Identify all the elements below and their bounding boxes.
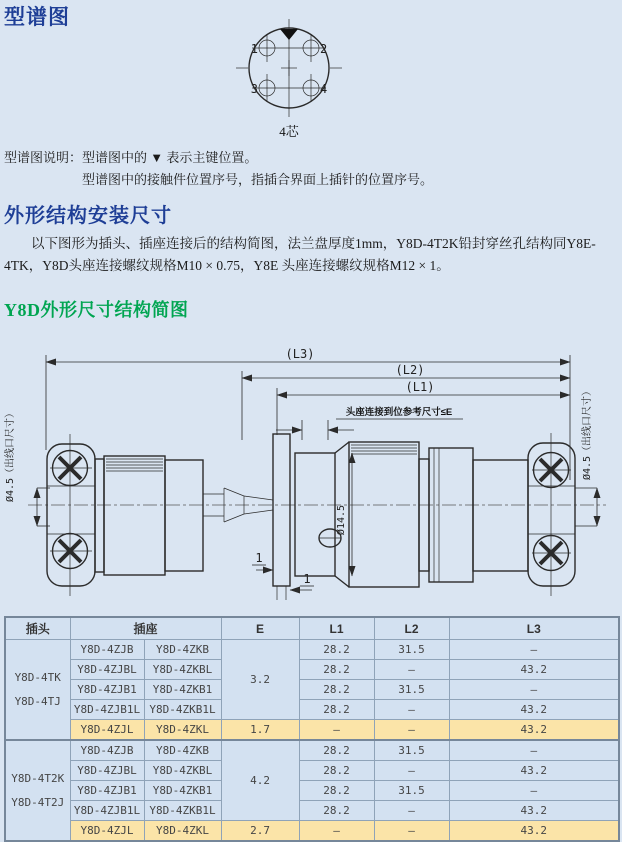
table-row [5, 660, 619, 680]
socket-cell: Y8D-4ZJB1L [70, 700, 144, 720]
spectrum-note [4, 147, 257, 166]
l1-cell: 28.2 [299, 700, 374, 720]
note-label: 型谱图说明： [4, 150, 83, 165]
socket-cell: Y8D-4ZJB1 [70, 781, 144, 801]
socket-cell: Y8D-4ZJB [70, 640, 144, 660]
dimension-table-wrapper [4, 616, 620, 842]
header-socket: 插座 [70, 617, 221, 640]
left-outlet-dimension [3, 408, 50, 526]
plug-cell [5, 740, 70, 841]
table-row [5, 781, 619, 801]
l2-cell: 31.5 [374, 640, 449, 660]
l3-cell: — [449, 781, 619, 801]
pin-label-4: 4 [320, 82, 328, 96]
l3-cell: — [449, 740, 619, 761]
table-row [5, 761, 619, 781]
plug-model: Y8D-4TJ [14, 694, 61, 708]
e-cell: 1.7 [221, 720, 299, 741]
header-l2: L2 [374, 617, 449, 640]
table-row [5, 640, 619, 660]
l1-cell: 28.2 [299, 781, 374, 801]
table-header-row [5, 617, 619, 640]
l3-cell: 43.2 [449, 700, 619, 720]
dim-L2-label: (L2) [395, 363, 425, 377]
plug-model: Y8D-4TK [14, 670, 61, 684]
plug-cable-clamp [47, 434, 95, 596]
table-row [5, 680, 619, 700]
plug-model: Y8D-4T2K [11, 771, 65, 785]
pin-label-1: 1 [250, 42, 258, 56]
table-row [5, 740, 619, 761]
key-position-triangle-icon [280, 29, 298, 40]
header-l1: L1 [299, 617, 374, 640]
header-l3: L3 [449, 617, 619, 640]
l2-cell: 31.5 [374, 781, 449, 801]
l3-cell: — [449, 680, 619, 700]
l3-cell: 43.2 [449, 720, 619, 741]
l3-cell: 43.2 [449, 761, 619, 781]
flange-dim-1a: 1 [255, 551, 263, 565]
l2-cell: — [374, 720, 449, 741]
table-row [5, 700, 619, 720]
socket-cable-clamp [528, 433, 575, 596]
socket-cell: Y8D-4ZJL [70, 720, 144, 741]
flange-dim-1b: 1 [303, 572, 311, 586]
note-line2: 型谱图中的接触件位置序号，指插合界面上插针的位置序号。 [82, 172, 434, 187]
socket-cell: Y8D-4ZJBL [70, 660, 144, 680]
length-dimensions [46, 347, 570, 395]
extension-lines [46, 355, 570, 480]
l1-cell: 28.2 [299, 680, 374, 700]
header-e: E [221, 617, 299, 640]
l1-cell: 28.2 [299, 801, 374, 821]
page-title: 型谱图 [4, 5, 70, 29]
socket-cell: Y8D-4ZKBL [144, 761, 221, 781]
pin-label-2: 2 [320, 42, 328, 56]
table-row-highlighted [5, 720, 619, 741]
dimension-table [4, 616, 620, 842]
socket-cell: Y8D-4ZJL [70, 821, 144, 842]
plug-body [95, 456, 203, 575]
pin-label-3: 3 [250, 82, 258, 96]
dim-L3-label: (L3) [285, 347, 315, 361]
l3-cell: 43.2 [449, 660, 619, 680]
socket-body [295, 442, 528, 587]
l2-cell: — [374, 821, 449, 842]
l2-cell: — [374, 801, 449, 821]
socket-cell: Y8D-4ZKB1L [144, 801, 221, 821]
l2-cell: — [374, 700, 449, 720]
socket-cell: Y8D-4ZKB [144, 640, 221, 660]
e-cell: 3.2 [221, 640, 299, 720]
outline-dimension-drawing [0, 338, 622, 614]
e-note-label: 头座连接到位参考尺寸≤E [345, 407, 453, 418]
core-count-caption: 4芯 [279, 124, 299, 139]
l1-cell: — [299, 821, 374, 842]
l2-cell: — [374, 761, 449, 781]
l2-cell: — [374, 660, 449, 680]
l1-cell: 28.2 [299, 640, 374, 660]
l2-cell: 31.5 [374, 680, 449, 700]
section-title-mounting-dimensions: 外形结构安装尺寸 [4, 205, 172, 227]
l3-cell: 43.2 [449, 801, 619, 821]
e-reference-dimension [276, 406, 463, 430]
flange [252, 434, 314, 600]
socket-cell: Y8D-4ZKBL [144, 660, 221, 680]
plug-model: Y8D-4T2J [11, 795, 65, 809]
plug-cell [5, 640, 70, 741]
dim-L1-label: (L1) [405, 380, 435, 394]
socket-cell: Y8D-4ZKL [144, 720, 221, 741]
socket-cell: Y8D-4ZJB [70, 740, 144, 761]
table-row-highlighted [5, 821, 619, 842]
socket-cell: Y8D-4ZKB [144, 740, 221, 761]
section-title-y8d-outline: Y8D外形尺寸结构简图 [4, 300, 189, 320]
note-line1: 型谱图中的 ▼ 表示主键位置。 [82, 150, 258, 165]
e-cell: 4.2 [221, 740, 299, 821]
socket-cell: Y8D-4ZJB1 [70, 680, 144, 700]
l2-cell: 31.5 [374, 740, 449, 761]
e-cell: 2.7 [221, 821, 299, 842]
l1-cell: 28.2 [299, 660, 374, 680]
table-row [5, 801, 619, 821]
socket-cell: Y8D-4ZJBL [70, 761, 144, 781]
l1-cell: — [299, 720, 374, 741]
l3-cell: — [449, 640, 619, 660]
left-outlet-label: Ø4.5（出线口尺寸） [5, 407, 16, 503]
socket-cell: Y8D-4ZKL [144, 821, 221, 842]
socket-cell: Y8D-4ZKB1 [144, 781, 221, 801]
body-diameter-label: Ø14.5 [336, 504, 347, 536]
mounting-paragraph: 以下图形为插头、插座连接后的结构简图，法兰盘厚度1mm，Y8D-4T2K铅封穿丝孔结构同Y8E-4TK，Y8D头座连接螺纹规格M10 × 0.75，Y8E 头座连接螺纹规格M12 × 1。 [4, 236, 596, 273]
header-plug: 插头 [5, 617, 70, 640]
l1-cell: 28.2 [299, 740, 374, 761]
socket-cell: Y8D-4ZKB1L [144, 700, 221, 720]
l3-cell: 43.2 [449, 821, 619, 842]
socket-cell: Y8D-4ZKB1 [144, 680, 221, 700]
right-outlet-label: Ø4.5（出线口尺寸） [582, 385, 593, 481]
l1-cell: 28.2 [299, 761, 374, 781]
socket-cell: Y8D-4ZJB1L [70, 801, 144, 821]
connector-face-diagram [228, 13, 350, 143]
